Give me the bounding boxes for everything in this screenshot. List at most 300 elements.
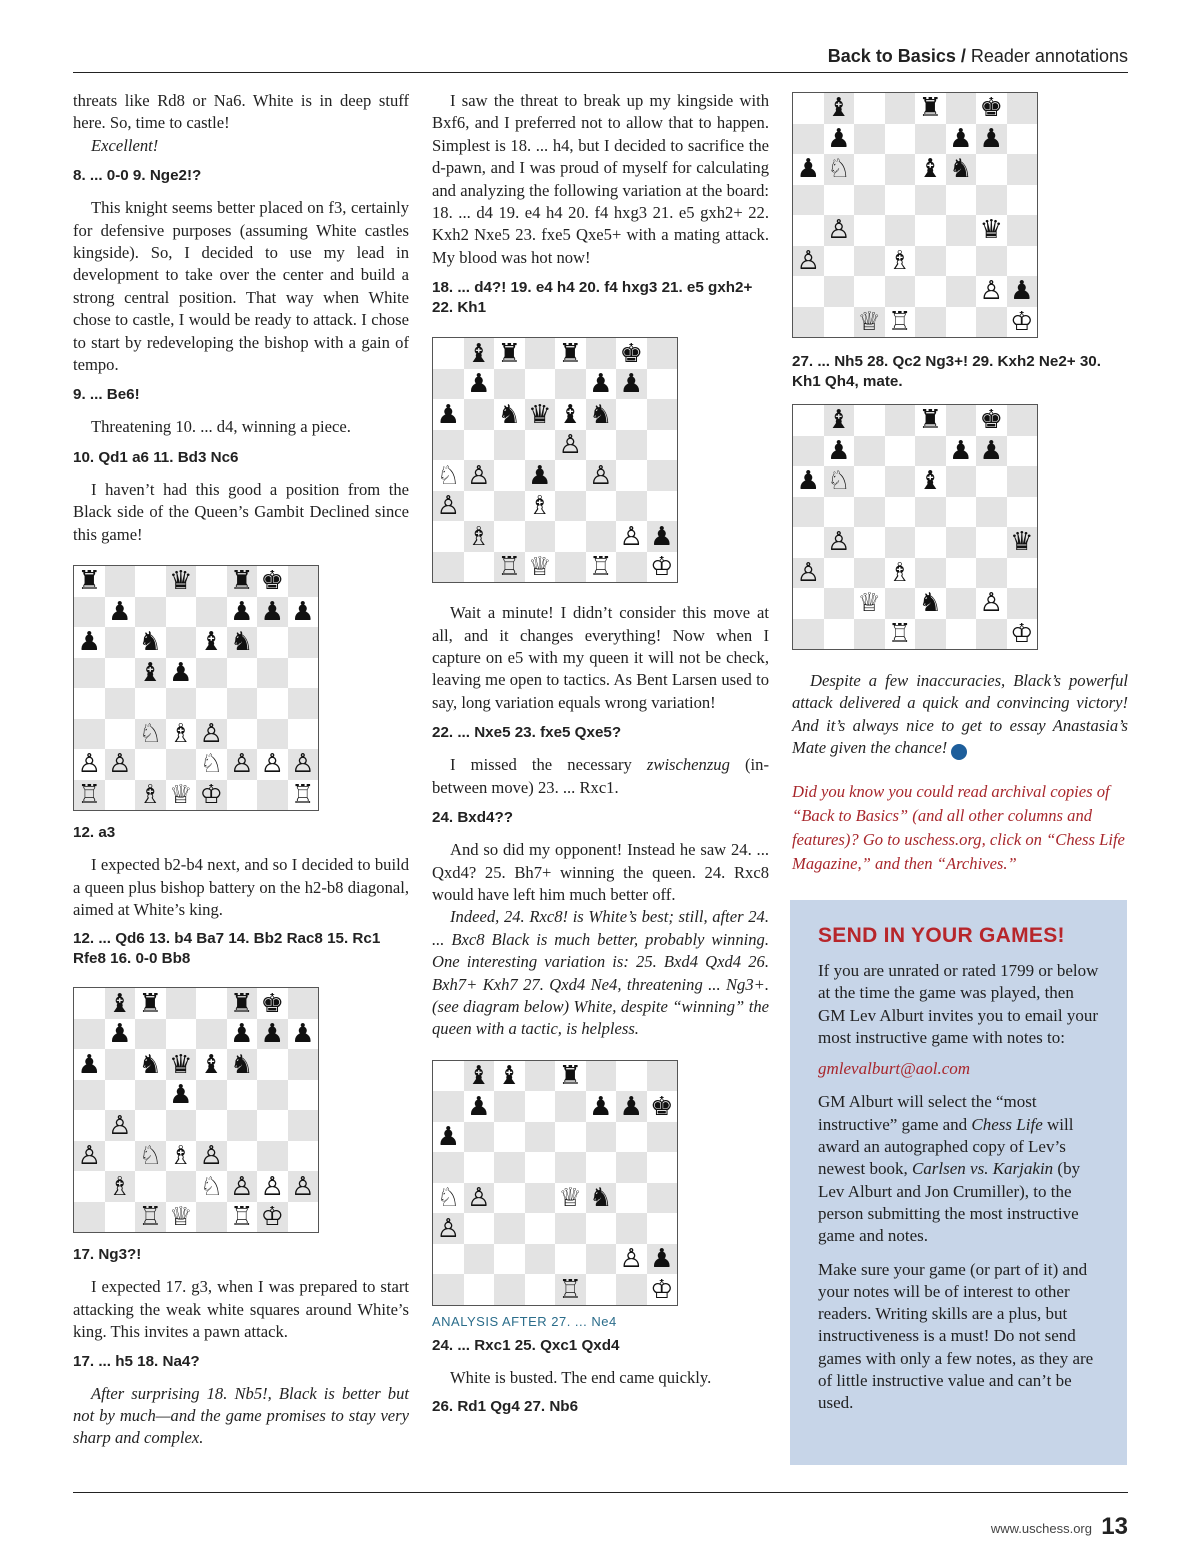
- board-square: [1007, 558, 1038, 589]
- board-square: [915, 497, 946, 528]
- board-square: [288, 1080, 319, 1111]
- board-square: [433, 521, 464, 552]
- board-square: [647, 399, 678, 430]
- board-square: [586, 1122, 617, 1153]
- board-square: [196, 566, 227, 597]
- board-square: [854, 154, 885, 185]
- board-square: [494, 369, 525, 400]
- board-square: [555, 1122, 586, 1153]
- board-square: [525, 430, 556, 461]
- black-pawn-icon: ♟: [1007, 276, 1038, 307]
- black-knight-icon: ♞: [586, 1183, 617, 1214]
- send-box-paragraph: Make sure your game (or part of it) and your notes will be of interest to other readers. Writing skills are a plus, but instructiveness is a must! Do not send games with only a few notes, as they are of little instructive value and can’t be used.: [818, 1259, 1094, 1413]
- black-queen-icon: ♛: [166, 1049, 197, 1080]
- paragraph: I missed the necessary zwischenzug (in-between move) 23. ... Rxc1.: [432, 755, 769, 797]
- board-square: [885, 588, 916, 619]
- board-square: [976, 307, 1007, 338]
- board-square: [494, 1244, 525, 1275]
- board-square: [196, 988, 227, 1019]
- board-square: [257, 688, 288, 719]
- board-square: [166, 1019, 197, 1050]
- board-square: [494, 430, 525, 461]
- board-square: [586, 1152, 617, 1183]
- board-square: [135, 749, 166, 780]
- white-pawn-icon: ♙: [227, 1171, 258, 1202]
- black-pawn-icon: ♟: [288, 1019, 319, 1050]
- board-square: [288, 1049, 319, 1080]
- white-knight-icon: ♘: [433, 460, 464, 491]
- board-square: [227, 1141, 258, 1172]
- board-square: [196, 1202, 227, 1233]
- board-square: [227, 780, 258, 811]
- black-pawn-icon: ♟: [257, 1019, 288, 1050]
- board-square: [166, 688, 197, 719]
- board-square: [74, 719, 105, 750]
- white-bishop-icon: ♗: [464, 521, 495, 552]
- board-square: [1007, 124, 1038, 155]
- board-square: [555, 369, 586, 400]
- white-rook-icon: ♖: [227, 1202, 258, 1233]
- board-square: [464, 1213, 495, 1244]
- board-square: [525, 1091, 556, 1122]
- white-pawn-icon: ♙: [976, 588, 1007, 619]
- chess-diagram: [792, 404, 1038, 650]
- white-queen-icon: ♕: [854, 588, 885, 619]
- black-pawn-icon: ♟: [793, 466, 824, 497]
- board-square: [166, 1110, 197, 1141]
- white-pawn-icon: ♙: [616, 1244, 647, 1275]
- white-knight-icon: ♘: [135, 1141, 166, 1172]
- black-knight-icon: ♞: [135, 1049, 166, 1080]
- black-king-icon: ♚: [616, 338, 647, 369]
- white-king-icon: ♔: [1007, 619, 1038, 650]
- white-knight-icon: ♘: [824, 154, 855, 185]
- board-square: [105, 780, 136, 811]
- board-square: [946, 619, 977, 650]
- chess-diagram: [73, 565, 319, 811]
- move-line: 17. Ng3?!: [73, 1246, 142, 1264]
- board-square: [824, 246, 855, 277]
- archive-note: Did you know you could read archival copies of “Back to Basics” (and all other columns and features)? Go to uschess.org, click on “Chess Life Magazine,” and then “Archives.”: [792, 782, 1125, 874]
- move-line: 26. Rd1 Qg4 27. Nb6: [432, 1398, 579, 1416]
- board-square: [196, 597, 227, 628]
- white-rook-icon: ♖: [288, 780, 319, 811]
- board-square: [433, 1061, 464, 1092]
- board-square: [288, 1110, 319, 1141]
- black-pawn-icon: ♟: [616, 1091, 647, 1122]
- board-square: [616, 460, 647, 491]
- board-square: [793, 527, 824, 558]
- move-line: 27. ... Nh5 28. Qc2 Ng3+! 29. Kxh2 Ne2+ 30. Kh1 Qh4, mate.: [792, 353, 1101, 390]
- white-rook-icon: ♖: [885, 619, 916, 650]
- black-pawn-icon: ♟: [227, 597, 258, 628]
- board-square: [494, 521, 525, 552]
- board-square: [166, 1171, 197, 1202]
- column-3: [792, 90, 1128, 876]
- board-square: [854, 93, 885, 124]
- white-king-icon: ♔: [196, 780, 227, 811]
- board-square: [196, 658, 227, 689]
- white-queen-icon: ♕: [525, 552, 556, 583]
- board-square: [257, 780, 288, 811]
- board-square: [885, 527, 916, 558]
- board-square: [616, 1274, 647, 1305]
- board-square: [915, 558, 946, 589]
- move-line: 12. a3: [73, 824, 116, 842]
- board-square: [227, 658, 258, 689]
- board-square: [257, 1080, 288, 1111]
- board-square: [854, 246, 885, 277]
- board-square: [793, 276, 824, 307]
- white-bishop-icon: ♗: [135, 780, 166, 811]
- board-square: [915, 124, 946, 155]
- paragraph: threats like Rd8 or Na6. White is in deep stuff here. So, time to castle!: [73, 91, 409, 133]
- board-square: [647, 491, 678, 522]
- board-square: [74, 1202, 105, 1233]
- board-square: [74, 688, 105, 719]
- white-pawn-icon: ♙: [74, 749, 105, 780]
- board-square: [464, 1152, 495, 1183]
- board-square: [555, 1244, 586, 1275]
- board-square: [1007, 185, 1038, 216]
- board-square: [854, 124, 885, 155]
- white-pawn-icon: ♙: [555, 430, 586, 461]
- chess-diagram: [73, 987, 319, 1233]
- board-square: [433, 1091, 464, 1122]
- black-bishop-icon: ♝: [196, 1049, 227, 1080]
- white-rook-icon: ♖: [135, 1202, 166, 1233]
- board-square: [976, 527, 1007, 558]
- board-square: [288, 719, 319, 750]
- board-square: [166, 749, 197, 780]
- white-pawn-icon: ♙: [586, 460, 617, 491]
- board-square: [586, 430, 617, 461]
- board-square: [74, 597, 105, 628]
- board-square: [647, 1122, 678, 1153]
- board-square: [464, 1274, 495, 1305]
- board-square: [824, 497, 855, 528]
- board-square: [74, 1171, 105, 1202]
- board-square: [464, 1122, 495, 1153]
- board-square: [464, 430, 495, 461]
- black-pawn-icon: ♟: [793, 154, 824, 185]
- board-square: [257, 658, 288, 689]
- paragraph: And so did my opponent! Instead he saw 24. ... Qxd4? 25. Bh7+ winning the queen. 24. Rxc8 would have left him much better off.: [432, 840, 769, 904]
- board-square: [288, 688, 319, 719]
- white-knight-icon: ♘: [196, 749, 227, 780]
- black-pawn-icon: ♟: [166, 658, 197, 689]
- move-line: 9. ... Be6!: [73, 386, 140, 404]
- white-king-icon: ♔: [647, 552, 678, 583]
- board-square: [525, 521, 556, 552]
- board-square: [976, 558, 1007, 589]
- white-knight-icon: ♘: [824, 466, 855, 497]
- board-square: [647, 1213, 678, 1244]
- board-square: [586, 1213, 617, 1244]
- board-square: [946, 307, 977, 338]
- board-square: [793, 215, 824, 246]
- board-square: [647, 1061, 678, 1092]
- board-square: [1007, 436, 1038, 467]
- white-pawn-icon: ♙: [433, 1213, 464, 1244]
- board-square: [915, 276, 946, 307]
- board-square: [793, 405, 824, 436]
- board-square: [166, 627, 197, 658]
- board-square: [555, 552, 586, 583]
- board-square: [555, 491, 586, 522]
- white-pawn-icon: ♙: [105, 1110, 136, 1141]
- white-pawn-icon: ♙: [105, 749, 136, 780]
- paragraph: Threatening 10. ... d4, winning a piece.: [91, 417, 351, 437]
- board-square: [525, 338, 556, 369]
- board-square: [1007, 154, 1038, 185]
- paragraph: Wait a minute! I didn’t consider this move at all, and it changes everything! Now when I capture on e5 with my queen it will not be check, leaving me open to tactics. As Bent Larsen used to say, long variation equals wrong variation!: [432, 603, 769, 712]
- black-king-icon: ♚: [976, 93, 1007, 124]
- black-pawn-icon: ♟: [586, 1091, 617, 1122]
- board-square: [494, 1122, 525, 1153]
- black-queen-icon: ♛: [525, 399, 556, 430]
- board-square: [976, 619, 1007, 650]
- black-rook-icon: ♜: [555, 338, 586, 369]
- black-bishop-icon: ♝: [824, 405, 855, 436]
- black-bishop-icon: ♝: [105, 988, 136, 1019]
- black-knight-icon: ♞: [586, 399, 617, 430]
- black-rook-icon: ♜: [227, 988, 258, 1019]
- board-square: [166, 988, 197, 1019]
- board-square: [196, 1080, 227, 1111]
- black-rook-icon: ♜: [915, 405, 946, 436]
- board-square: [555, 1152, 586, 1183]
- board-square: [288, 1202, 319, 1233]
- board-square: [885, 93, 916, 124]
- black-knight-icon: ♞: [135, 627, 166, 658]
- board-square: [464, 1244, 495, 1275]
- board-square: [135, 1019, 166, 1050]
- board-square: [525, 1213, 556, 1244]
- white-pawn-icon: ♙: [464, 460, 495, 491]
- send-in-your-games-box: [790, 900, 1127, 1465]
- chess-diagram: [432, 337, 678, 583]
- board-square: [946, 558, 977, 589]
- board-square: [105, 566, 136, 597]
- black-pawn-icon: ♟: [647, 1244, 678, 1275]
- board-square: [1007, 246, 1038, 277]
- board-square: [586, 1274, 617, 1305]
- board-square: [885, 466, 916, 497]
- board-square: [1007, 405, 1038, 436]
- board-square: [586, 1244, 617, 1275]
- white-pawn-icon: ♙: [227, 749, 258, 780]
- send-box-paragraph: GM Alburt will select the “most instructive” game and Chess Life will award an autographed copy of Lev’s newest book, Carlsen vs. Karjakin (by Lev Alburt and Jon Crumiller), to the person submitting the most instructive game and notes.: [818, 1092, 1081, 1246]
- board-square: [854, 436, 885, 467]
- board-square: [793, 185, 824, 216]
- move-line: 24. ... Rxc1 25. Qxc1 Qxd4: [432, 1336, 620, 1354]
- board-square: [166, 597, 197, 628]
- board-square: [257, 1049, 288, 1080]
- board-square: [824, 619, 855, 650]
- move-line: 12. ... Qd6 13. b4 Ba7 14. Bb2 Rac8 15. Rc1 Rfe8 16. 0-0 Bb8: [73, 930, 381, 968]
- page-number: 13: [1101, 1513, 1128, 1540]
- board-square: [885, 276, 916, 307]
- black-pawn-icon: ♟: [433, 1122, 464, 1153]
- black-bishop-icon: ♝: [555, 399, 586, 430]
- white-queen-icon: ♕: [854, 307, 885, 338]
- board-square: [135, 688, 166, 719]
- black-pawn-icon: ♟: [616, 369, 647, 400]
- board-square: [1007, 93, 1038, 124]
- black-bishop-icon: ♝: [135, 658, 166, 689]
- board-square: [793, 93, 824, 124]
- black-rook-icon: ♜: [555, 1061, 586, 1092]
- board-square: [946, 93, 977, 124]
- black-king-icon: ♚: [647, 1091, 678, 1122]
- board-square: [946, 246, 977, 277]
- white-bishop-icon: ♗: [166, 719, 197, 750]
- board-square: [196, 1110, 227, 1141]
- white-pawn-icon: ♙: [257, 749, 288, 780]
- black-rook-icon: ♜: [494, 338, 525, 369]
- board-square: [616, 552, 647, 583]
- board-square: [105, 688, 136, 719]
- board-square: [854, 466, 885, 497]
- white-rook-icon: ♖: [555, 1274, 586, 1305]
- black-bishop-icon: ♝: [824, 93, 855, 124]
- board-square: [464, 491, 495, 522]
- board-square: [915, 619, 946, 650]
- board-square: [433, 430, 464, 461]
- white-pawn-icon: ♙: [196, 1141, 227, 1172]
- board-square: [257, 1110, 288, 1141]
- board-square: [854, 185, 885, 216]
- footer-url: www.uschess.org: [990, 1521, 1092, 1536]
- board-square: [885, 154, 916, 185]
- black-pawn-icon: ♟: [464, 369, 495, 400]
- black-pawn-icon: ♟: [647, 521, 678, 552]
- white-pawn-icon: ♙: [824, 215, 855, 246]
- board-square: [105, 719, 136, 750]
- black-rook-icon: ♜: [74, 566, 105, 597]
- board-square: [915, 436, 946, 467]
- white-rook-icon: ♖: [494, 552, 525, 583]
- paragraph: I haven’t had this good a position from the Black side of the Queen’s Gambit Declined since this game!: [73, 479, 409, 544]
- black-pawn-icon: ♟: [824, 124, 855, 155]
- board-square: [885, 124, 916, 155]
- board-square: [135, 1110, 166, 1141]
- info-icon: i: [951, 744, 967, 760]
- paragraph: I saw the threat to break up my kingside with Bxf6, and I preferred not to allow that to happen. Simplest is 18. ... h4, but I decided to sacrifice the d-pawn, and I was proud of myself for calculating and analyzing the following variation at the board: 18. ... d4 19. e4 h4 20. f4 hxg3 21. e5 gxh2+ 22. Kxh2 Nxe5 23. fxe5 Qxe5+ with a mating attack. My blood was hot now!: [432, 91, 769, 267]
- paragraph: This knight seems better placed on f3, certainly for defensive purposes (assuming White castles kingside). So, I decided to use my lead in development to take over the center and build a strong central position. That way when White chose to castle, I would be ready to attack. I chose to start by redeveloping the bishop with a gain of tempo.: [73, 198, 409, 375]
- black-king-icon: ♚: [257, 566, 288, 597]
- board-square: [647, 460, 678, 491]
- board-square: [946, 527, 977, 558]
- board-square: [135, 597, 166, 628]
- board-square: [257, 627, 288, 658]
- move-line: 17. ... h5 18. Na4?: [73, 1352, 200, 1370]
- board-square: [854, 405, 885, 436]
- white-king-icon: ♔: [1007, 307, 1038, 338]
- column-2: [432, 90, 769, 1417]
- white-knight-icon: ♘: [196, 1171, 227, 1202]
- board-square: [793, 307, 824, 338]
- board-square: [915, 185, 946, 216]
- footer-rule: [73, 1492, 1128, 1493]
- black-pawn-icon: ♟: [525, 460, 556, 491]
- board-square: [915, 307, 946, 338]
- paragraph: White is busted. The end came quickly.: [450, 1367, 712, 1387]
- board-square: [525, 1061, 556, 1092]
- board-square: [793, 436, 824, 467]
- board-square: [647, 430, 678, 461]
- email-link[interactable]: gmlevalburt@aol.com: [818, 1059, 971, 1079]
- editor-comment: Indeed, 24. Rxc8! is White’s best; still, after 24. ... Bxc8 Black is much better, probably winning. One interesting variation is: 25. Bxd4 Qxd4 26. Bxh7+ Kxh7 27. Qxd4 Ne4, threatening ... Ng3+. (see diagram below) White, despite “winning” the queen with a tactic, is helpless.: [432, 907, 769, 1039]
- board-square: [793, 124, 824, 155]
- black-pawn-icon: ♟: [257, 597, 288, 628]
- black-rook-icon: ♜: [227, 566, 258, 597]
- board-square: [74, 988, 105, 1019]
- board-square: [586, 1061, 617, 1092]
- black-pawn-icon: ♟: [464, 1091, 495, 1122]
- board-square: [135, 1080, 166, 1111]
- board-square: [74, 1110, 105, 1141]
- editor-comment: After surprising 18. Nb5!, Black is better but not by much—and the game promises to stay very sharp and complex.: [73, 1383, 409, 1448]
- board-square: [433, 369, 464, 400]
- black-pawn-icon: ♟: [227, 1019, 258, 1050]
- board-square: [616, 430, 647, 461]
- board-square: [105, 1202, 136, 1233]
- board-square: [525, 1183, 556, 1214]
- board-square: [647, 1152, 678, 1183]
- board-square: [586, 491, 617, 522]
- send-box-title: SEND IN YOUR GAMES!: [818, 924, 1065, 947]
- chess-diagram: [792, 92, 1038, 338]
- black-pawn-icon: ♟: [105, 597, 136, 628]
- white-bishop-icon: ♗: [105, 1171, 136, 1202]
- board-square: [915, 215, 946, 246]
- board-square: [976, 185, 1007, 216]
- black-knight-icon: ♞: [915, 588, 946, 619]
- board-square: [854, 619, 885, 650]
- black-pawn-icon: ♟: [433, 399, 464, 430]
- board-square: [555, 460, 586, 491]
- board-square: [555, 1213, 586, 1244]
- running-head: Back to Basics / Reader annotations: [827, 46, 1128, 66]
- board-square: [824, 307, 855, 338]
- board-square: [586, 338, 617, 369]
- black-bishop-icon: ♝: [196, 627, 227, 658]
- board-square: [1007, 466, 1038, 497]
- board-square: [616, 491, 647, 522]
- board-square: [946, 588, 977, 619]
- board-square: [227, 1080, 258, 1111]
- board-square: [135, 566, 166, 597]
- white-pawn-icon: ♙: [824, 527, 855, 558]
- board-square: [433, 1152, 464, 1183]
- move-line: 10. Qd1 a6 11. Bd3 Nc6: [73, 448, 239, 466]
- black-knight-icon: ♞: [227, 1049, 258, 1080]
- board-square: [433, 1244, 464, 1275]
- white-knight-icon: ♘: [433, 1183, 464, 1214]
- board-square: [525, 1244, 556, 1275]
- board-square: [946, 497, 977, 528]
- board-square: [616, 1061, 647, 1092]
- board-square: [976, 154, 1007, 185]
- paragraph: I expected 17. g3, when I was prepared to start attacking the weak white squares around White’s king. This invites a pawn attack.: [73, 1277, 409, 1342]
- board-square: [885, 436, 916, 467]
- white-pawn-icon: ♙: [288, 749, 319, 780]
- board-square: [1007, 497, 1038, 528]
- black-pawn-icon: ♟: [586, 369, 617, 400]
- white-bishop-icon: ♗: [525, 491, 556, 522]
